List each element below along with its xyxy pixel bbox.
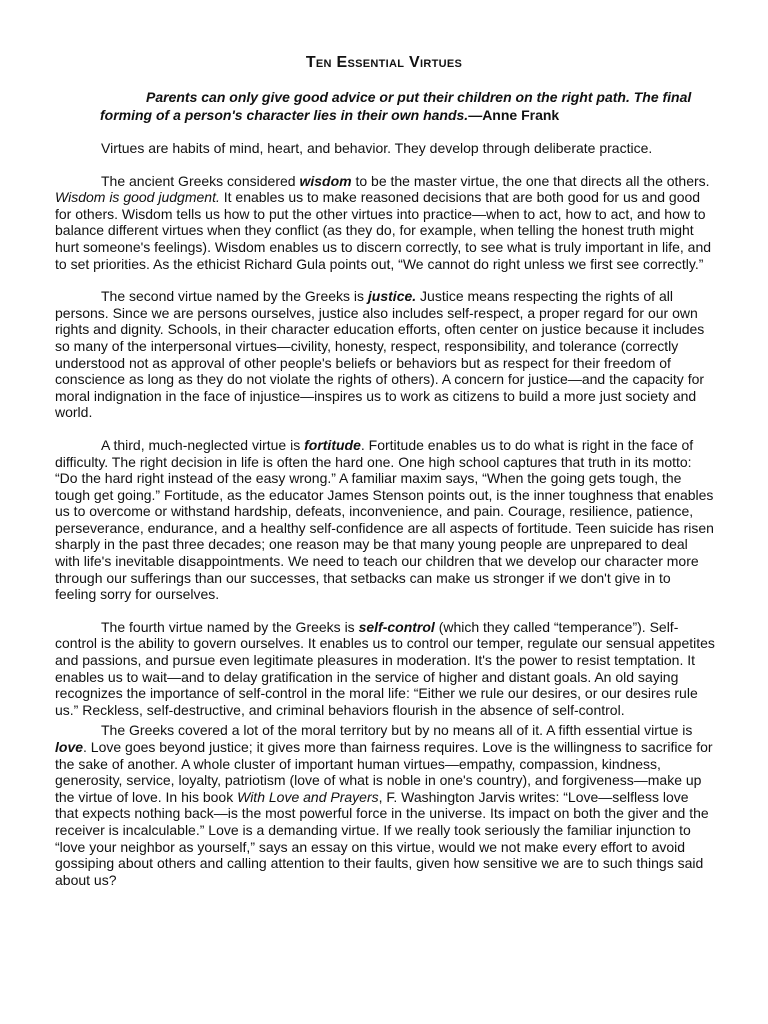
fortitude-keyword: fortitude: [304, 436, 361, 453]
selfcontrol-text-a: The fourth virtue named by the Greeks is: [101, 618, 359, 635]
love-book-title: With Love and Prayers: [237, 788, 379, 805]
love-text-b: . Love goes beyond justice; it gives more than fairness requires. Love is the willingness to sacrifice for the sake of another. A whole cluster of important human virtues—empathy, compassion, kindness, generosity, service, loyalty, patriotism (love of what is noble in one's country), and forgiveness—make up the virtue of love. In his book: [55, 739, 713, 805]
paragraph-self-control: [55, 619, 715, 719]
justice-keyword: justice.: [367, 288, 417, 305]
fortitude-text-a: A third, much-neglected virtue is: [101, 436, 305, 453]
wisdom-keyword: wisdom: [299, 172, 352, 189]
love-text-a: The Greeks covered a lot of the moral territory but by no means all of it. A fifth essential virtue is: [101, 722, 693, 739]
body-text: [55, 140, 715, 904]
justice-text-b: Justice means respecting the rights of all persons. Since we are persons ourselves, justice also includes self-respect, a proper regard for our own rights and dignity. Schools, in their character education efforts, often center on justice because it includes so many of the interpersonal virtues—civility, honesty, respect, responsibility, and tolerance (correctly understood not as approval of other people's beliefs or behaviors but as respect for their freedom of conscience as long as they do not violate the rights of others). A concern for justice—and the capacity for moral indignation in the face of injustice—inspires us to work as citizens to build a more just society and world.: [55, 288, 705, 421]
paragraph-intro: Virtues are habits of mind, heart, and behavior. They develop through deliberate practice.: [101, 140, 653, 156]
wisdom-italic: Wisdom is good judgment.: [55, 189, 220, 206]
selfcontrol-text-b: (which they called “temperance”). Self-control is the ability to govern ourselves. It enables us to control our temper, regulate our sensual appetites and passions, and pursue even legitimate pleasures in moderation. It's the power to resist temptation. It enables us to wait—and to delay gratification in the service of higher and distant goals. An old saying recognizes the importance of self-control in the moral life: “Either we rule our desires, or our desires rule us.” Reckless, self-destructive, and criminal behaviors flourish in the absence of self-control.: [55, 618, 715, 718]
paragraph-justice: [55, 288, 715, 421]
wisdom-text-b: to be the master virtue, the one that directs all the others.: [351, 172, 710, 189]
page-title: Ten Essential Virtues: [305, 54, 463, 71]
justice-text-a: The second virtue named by the Greeks is: [101, 288, 368, 305]
epigraph-quote: Parents can only give good advice or put their children on the right path. The final forming of a person's character lies in their own hands.: [100, 89, 692, 123]
selfcontrol-keyword: self-control: [358, 618, 435, 635]
love-text-c: , F. Washington Jarvis writes: “Love—selfless love that expects nothing back—is the most powerful force in the universe. Its impact on both the giver and the receiver is incalculable.” Love is a demanding virtue. If we really took seriously the familiar injunction to “love your neighbor as yourself,” says an essay on this virtue, would we not make every effort to avoid gossiping about others and calling attention to their faults, given how sensitive we are to such things said about us?: [55, 788, 709, 888]
love-keyword: love: [55, 739, 84, 755]
wisdom-text-c: It enables us to make reasoned decisions that are both good for us and good for others. Wisdom tells us how to put the other virtues into practice—when to act, how to act, and how to balance different virtues when they conflict (as they do, for example, when telling the honest truth might hurt someone's feelings). Wisdom enables us to discern correctly, to see what is truly important in life, and to set priorities. As the ethicist Richard Gula points out, “We cannot do right unless we first see correctly.”: [55, 189, 712, 272]
epigraph-author: —Anne Frank: [468, 106, 560, 123]
paragraph-wisdom: [55, 173, 715, 273]
wisdom-text-a: The ancient Greeks considered: [101, 172, 300, 189]
paragraph-fortitude: [55, 437, 715, 603]
paragraph-love: [55, 722, 715, 888]
fortitude-text-b: . Fortitude enables us to do what is right in the face of difficulty. The right decision in life is often the hard one. One high school captures that truth in its motto: “Do the hard right instead of the easy wrong.” A familiar maxim says, “When the going gets tough, the tough get going.” Fortitude, as the educator James Stenson points out, is the inner toughness that enables us to overcome or withstand hardship, defeats, inconvenience, and pain. Courage, resilience, patience, perseverance, endurance, and a healthy self-confidence are all aspects of fortitude. Teen suicide has risen sharply in the past three decades; one reason may be that many young people are unprepared to deal with life's inevitable disappointments. We need to teach our children that we develop our character more through our sufferings than our successes, that setbacks can make us stronger if we don't give in to feeling sorry for ourselves.: [55, 436, 714, 603]
epigraph: [100, 89, 720, 124]
